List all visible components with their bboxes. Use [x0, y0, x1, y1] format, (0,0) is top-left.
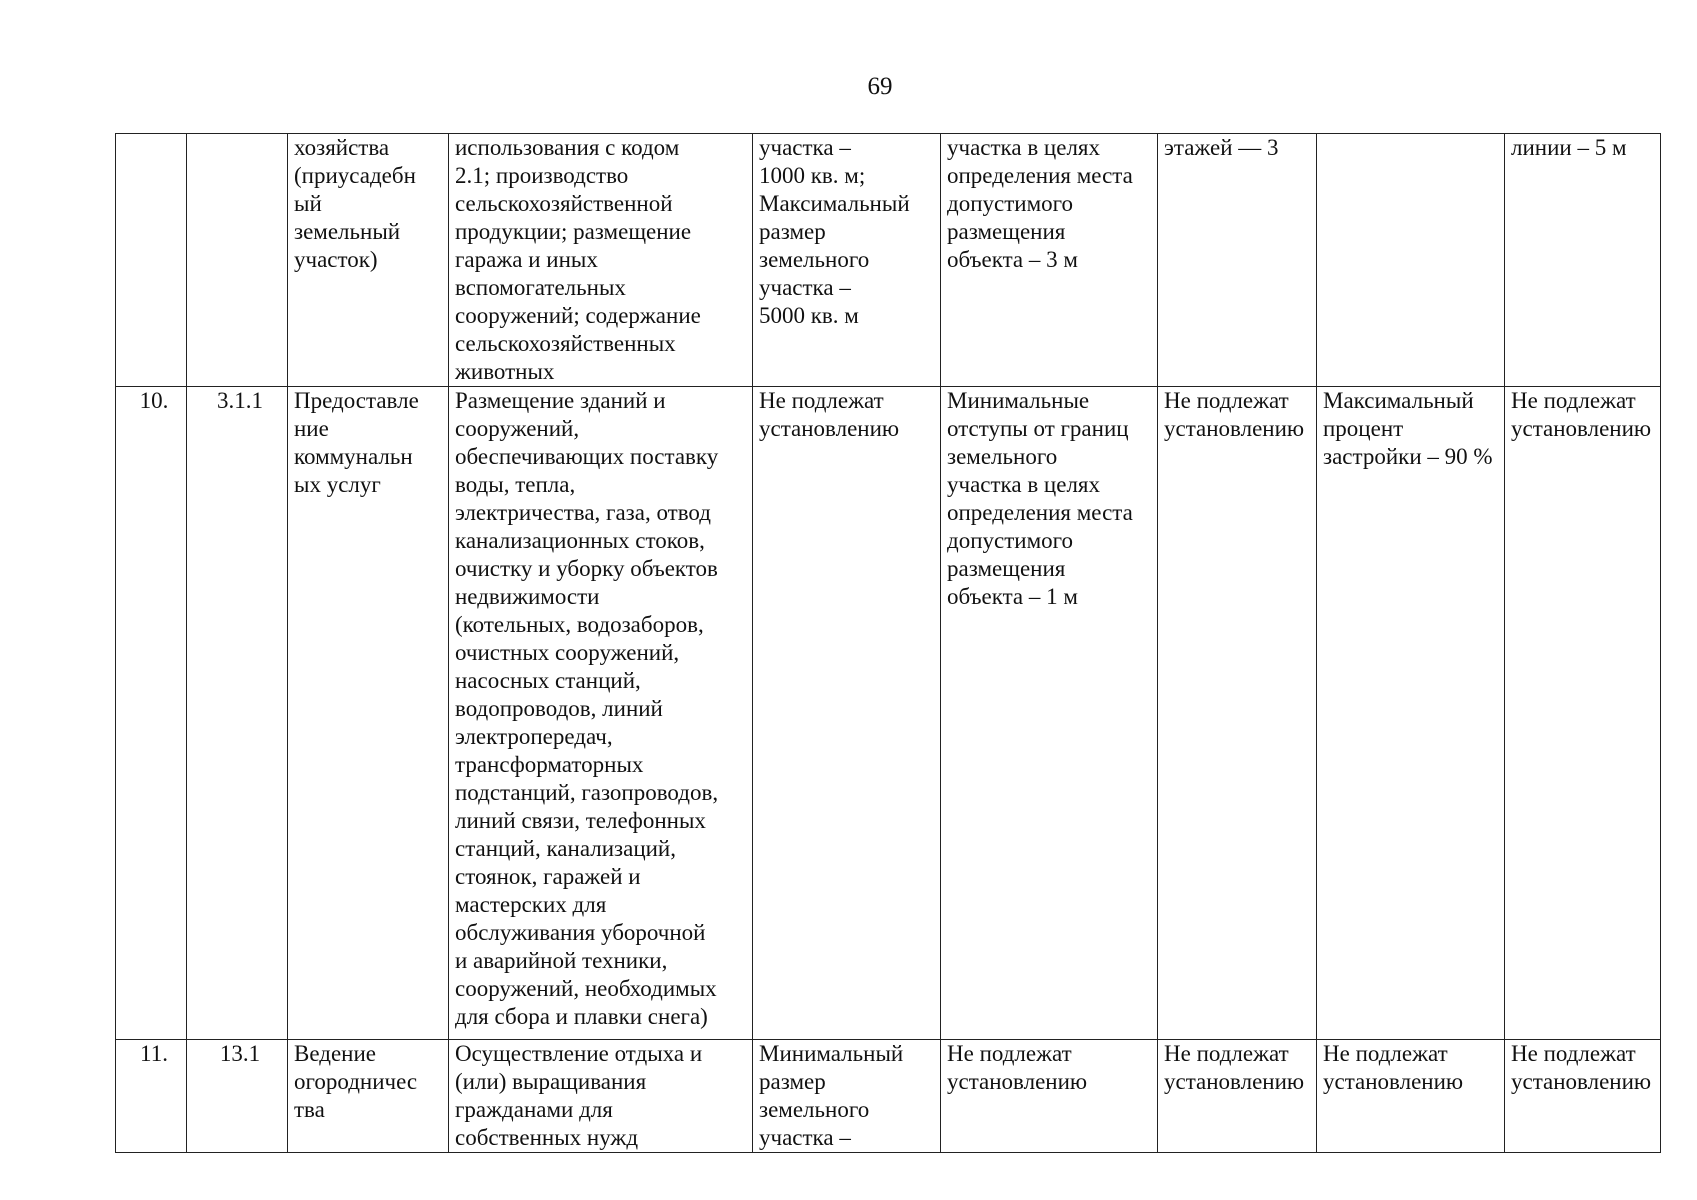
table-row	[116, 387, 1661, 1040]
table-row	[116, 134, 1661, 387]
row-number-cell: 10.	[116, 387, 187, 1040]
other-parameters-cell: линии – 5 м	[1505, 134, 1661, 387]
use-name-cell: Предоставле ние коммунальн ых услуг	[288, 387, 449, 1040]
setbacks-cell: участка в целях определения места допустимого размещения объекта – 3 м	[941, 134, 1158, 387]
use-name-cell: Ведение огородничес тва	[288, 1040, 449, 1153]
use-code-cell	[187, 134, 288, 387]
floors-cell: этажей — 3	[1158, 134, 1317, 387]
floors-cell: Не подлежат установлению	[1158, 1040, 1317, 1153]
plot-size-cell: участка – 1000 кв. м; Максимальный размер земельного участка – 5000 кв. м	[753, 134, 941, 387]
coverage-cell: Не подлежат установлению	[1317, 1040, 1505, 1153]
use-code-cell: 13.1	[187, 1040, 288, 1153]
land-use-regulations-table	[115, 133, 1661, 1153]
setbacks-cell: Не подлежат установлению	[941, 1040, 1158, 1153]
page-number: 69	[867, 73, 893, 100]
coverage-cell	[1317, 134, 1505, 387]
row-number-cell	[116, 134, 187, 387]
use-code-cell: 3.1.1	[187, 387, 288, 1040]
plot-size-cell: Минимальный размер земельного участка –	[753, 1040, 941, 1153]
floors-cell: Не подлежат установлению	[1158, 387, 1317, 1040]
use-name-cell: хозяйства (приусадебн ый земельный участок)	[288, 134, 449, 387]
table-row	[116, 1040, 1661, 1153]
use-description-cell: использования с кодом 2.1; производство сельскохозяйственной продукции; размещение гаража и иных вспомогательных сооружений; содержание сельскохозяйственных животных	[449, 134, 753, 387]
other-parameters-cell: Не подлежат установлению	[1505, 387, 1661, 1040]
use-description-cell: Размещение зданий и сооружений, обеспечивающих поставку воды, тепла, электричества, газа, отвод канализационных стоков, очистку и уборку объектов недвижимости (котельных, водозаборов, очистных сооружений, насосных станций, водопроводов, линий электропередач, трансформаторных подстанций, газопроводов, линий связи, телефонных станций, канализаций, стоянок, гаражей и мастерских для обслуживания уборочной и аварийной техники, сооружений, необходимых для сбора и плавки снега)	[449, 387, 753, 1040]
setbacks-cell: Минимальные отступы от границ земельного участка в целях определения места допустимого размещения объекта – 1 м	[941, 387, 1158, 1040]
plot-size-cell: Не подлежат установлению	[753, 387, 941, 1040]
use-description-cell: Осуществление отдыха и (или) выращивания гражданами для собственных нужд	[449, 1040, 753, 1153]
row-number-cell: 11.	[116, 1040, 187, 1153]
other-parameters-cell: Не подлежат установлению	[1505, 1040, 1661, 1153]
coverage-cell: Максимальный процент застройки – 90 %	[1317, 387, 1505, 1040]
